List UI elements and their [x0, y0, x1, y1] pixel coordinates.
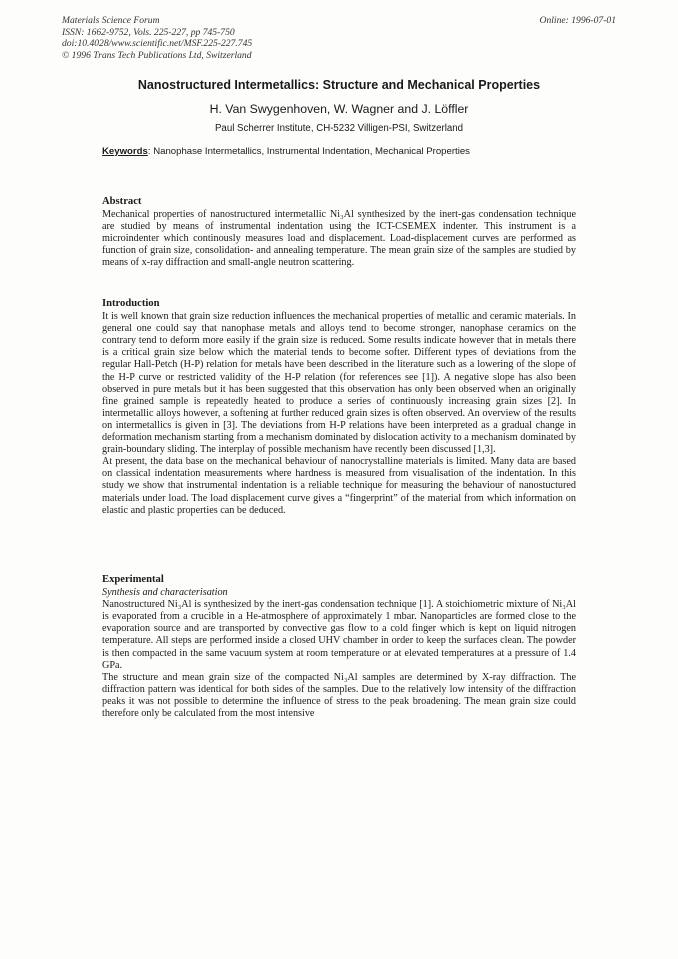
abstract-section: [102, 196, 576, 270]
journal-header: [62, 15, 252, 61]
introduction-section: [102, 298, 576, 517]
online-date: Online: 1996-07-01: [539, 15, 616, 26]
experimental-paragraph-2: The structure and mean grain size of the compacted Ni₃Al samples are determined by X-ray diffraction. The diffraction pattern was identical for both sides of the samples. Due to the relatively low intensity of the diffraction peaks it was not possible to determine the influence of stress to the peak broadening. The mean grain size could therefore only be calculated from the most intensive: [102, 671, 576, 720]
doi-line: doi:10.4028/www.scientific.net/MSF.225-227.745: [62, 38, 253, 49]
copyright-line: © 1996 Trans Tech Publications Ltd, Switzerland: [62, 49, 252, 61]
keywords-text: : Nanophase Intermetallics, Instrumental Indentation, Mechanical Properties: [147, 146, 470, 157]
introduction-paragraph-2: At present, the data base on the mechanical behaviour of nanocrystalline materials is limited. Many data are based on classical indentation measurements where hardness is measured from visualisation of the indentation. In this study we show that instrumental indentation is a reliable technique for measuring the behaviour of nanostuctured materials under load. The load displacement curve gives a “fingerprint” of the material from which information on elastic and plastic properties can be deduced.: [102, 456, 576, 516]
abstract-text: Mechanical properties of nanostructured intermetallic Ni₃Al synthesized by the inert-gas condensation technique are studied by means of instrumental indentation using the ICT-CSEMEX indenter. This instrument is a microindenter which continously measures load and displacement. Load-displacement curves are performed as function of grain size, consolidation- and annealing temperature. The mean grain size of the samples are studied by means of x-ray diffraction and small-angle neutron scattering.: [102, 209, 576, 269]
introduction-paragraph-1: It is well known that grain size reduction influences the mechanical properties of metallic and ceramic materials. In general one could say that nanophase metals and alloys tend to become stronger, nanophase ceramics on the contrary tend to deform more easily if the grain size is reduced. Some results indicate however that in metals there is a critical grain size below which the material tends to become softer. Different types of deviations from the regular Hall-Petch (H-P) relation for metals have been described in the literature such as a lowering of the slope of the H-P curve or restricted validity of the H-P relation (for references see [1]). A negative slope has also been observed in pure metals but it has been suggested that this observation has only been observed when an originally fine grained sample is repeatedly heated to produce a series of continuously increasing grain sizes [2]. In intermetallic alloys however, a softening at further reduced grain sizes is often observed. An overview of the results on intermetallics is given in [3]. The deviations from H-P relations have been interpreted as a gradual change in deformation mechanism starting from a mechanism dominated by dislocation activity to a mechanism dominated by grain-boundary sliding. The interplay of possible mechanism have recently been discussed [1,3].: [102, 311, 576, 456]
keywords-label: Keywords: [102, 146, 148, 157]
introduction-heading: Introduction: [102, 298, 160, 309]
paper-title: Nanostructured Intermetallics: Structure and Mechanical Properties: [137, 78, 541, 92]
experimental-section: [102, 574, 576, 720]
experimental-heading: Experimental: [102, 574, 164, 585]
experimental-subheading: Synthesis and characterisation: [102, 587, 228, 599]
keywords-line: [102, 146, 470, 157]
abstract-heading: Abstract: [102, 196, 142, 207]
journal-name: Materials Science Forum: [62, 15, 160, 26]
paper-authors: H. Van Swygenhoven, W. Wagner and J. Löffler: [209, 102, 469, 116]
issn-line: ISSN: 1662-9752, Vols. 225-227, pp 745-750: [62, 26, 235, 38]
experimental-paragraph-1: Nanostructured Ni₃Al is synthesized by the inert-gas condensation technique [1]. A stoichiometric mixture of Ni₃Al is evaporated from a crucible in a He-atmosphere of approximately 1 mbar. Nanoparticles are formed close to the evaporation source and are transported by convective gas flow to a cold finger which is kept on liquid nitrogen temperature. All steps are performed inside a closed UHV chamber in order to keep the surfaces clean. The powder is then compacted in the same vacuum system at room temperature or at elevated temperatures at a pressure of 1.4 GPa.: [102, 599, 576, 671]
paper-affiliation: Paul Scherrer Institute, CH-5232 Villigen-PSI, Switzerland: [214, 123, 464, 134]
